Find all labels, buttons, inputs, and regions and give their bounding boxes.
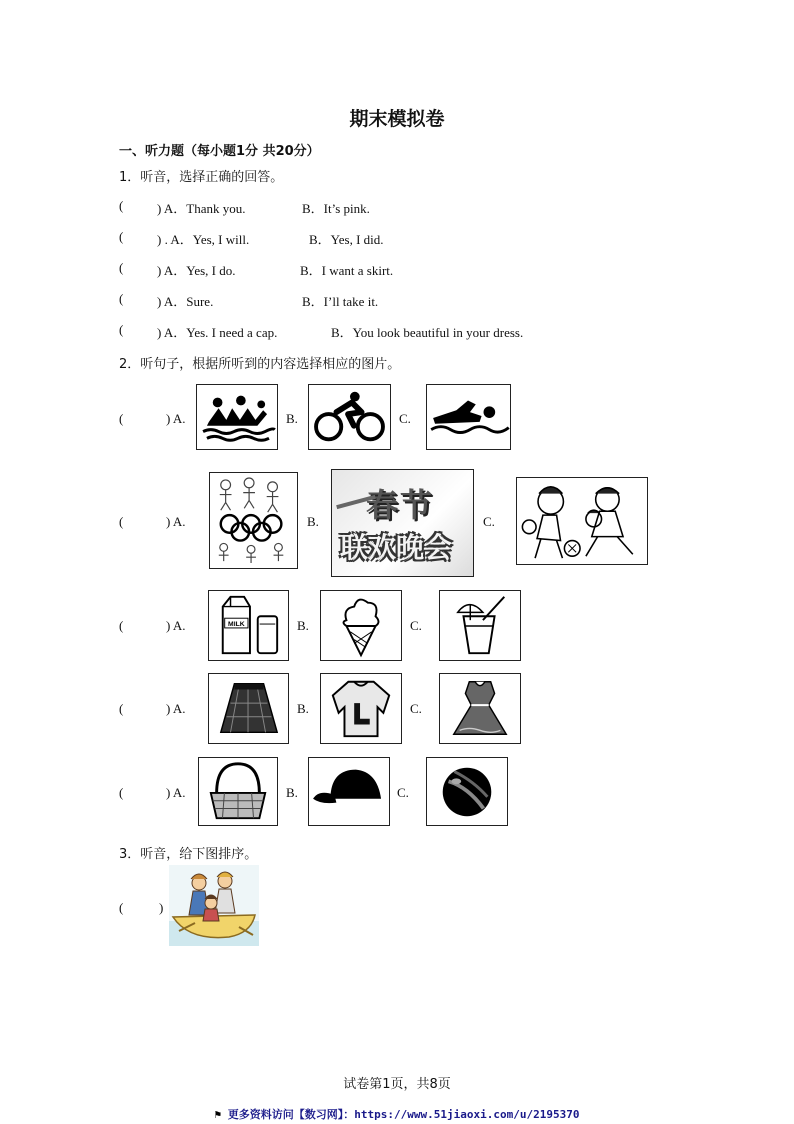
kids-football-icon[interactable]	[516, 477, 648, 565]
olympics-icon[interactable]	[209, 472, 298, 569]
option-b: B．I want a skirt.	[300, 263, 394, 278]
answer-paren[interactable]: (	[119, 785, 124, 800]
part3-heading: 3．听音，给下图排序。	[119, 847, 258, 862]
sweater-icon[interactable]	[320, 673, 402, 744]
part2-heading: 2．听句子，根据所听到的内容选择相应的图片。	[119, 357, 401, 372]
question-row	[119, 260, 394, 278]
option-b-label: B.	[307, 514, 319, 529]
option-a: ) A．Yes, I do.	[157, 263, 236, 278]
swimming-icon[interactable]	[426, 384, 511, 450]
option-a: ) A．Sure.	[157, 294, 214, 309]
question-row	[119, 322, 524, 340]
answer-paren[interactable]: (	[119, 514, 124, 529]
answer-bracket[interactable]: (	[119, 260, 124, 275]
dress-icon[interactable]	[439, 673, 521, 744]
option-a: ) . A．Yes, I will.	[157, 232, 250, 247]
answer-bracket[interactable]: (	[119, 229, 124, 244]
answer-paren-close: )	[159, 900, 164, 915]
milk-label: MILK	[228, 620, 245, 628]
option-c-label: C.	[399, 411, 411, 426]
section-heading: 一、听力题（每小题1分 共20分）	[119, 144, 320, 159]
skirt-icon[interactable]	[208, 673, 289, 744]
cap-icon[interactable]	[308, 757, 390, 826]
ice-cream-icon[interactable]	[320, 590, 402, 661]
option-a: ) A．Yes. I need a cap.	[157, 325, 278, 340]
answer-bracket[interactable]: (	[119, 322, 124, 337]
answer-paren[interactable]: (	[119, 701, 124, 716]
answer-paren[interactable]: (	[119, 618, 124, 633]
answer-paren[interactable]: (	[119, 411, 124, 426]
answer-bracket[interactable]: (	[119, 291, 124, 306]
ball-icon[interactable]	[426, 757, 508, 826]
option-b: B．You look beautiful in your dress.	[331, 325, 524, 340]
basket-icon[interactable]	[198, 757, 278, 826]
spring-festival-gala-icon[interactable]	[331, 469, 474, 577]
page-footer: 试卷第1页，共8页	[343, 1077, 451, 1092]
question-row	[119, 229, 384, 247]
cycling-icon[interactable]	[308, 384, 391, 450]
gala-title-1: 春节	[366, 486, 435, 524]
option-b: B．Yes, I did.	[309, 232, 384, 247]
boat-family-icon[interactable]	[169, 865, 259, 946]
question-row	[119, 198, 370, 216]
option-c-label: C.	[483, 514, 495, 529]
milk-icon[interactable]	[208, 590, 289, 661]
option-a-label: ) A.	[166, 514, 186, 529]
rowing-icon[interactable]	[196, 384, 278, 450]
option-b-label: B.	[297, 618, 309, 633]
option-b: B．It’s pink.	[302, 201, 370, 216]
option-a-label: ) A.	[166, 701, 186, 716]
option-a-label: ) A.	[166, 411, 186, 426]
page-title: 期末模拟卷	[349, 108, 445, 130]
option-c-label: C.	[410, 618, 422, 633]
option-b: B．I’ll take it.	[302, 294, 379, 309]
option-b-label: B.	[286, 411, 298, 426]
option-b-label: B.	[297, 701, 309, 716]
resource-link[interactable]	[0, 1106, 794, 1122]
answer-bracket[interactable]: (	[119, 198, 124, 213]
option-c-label: C.	[397, 785, 409, 800]
option-a-label: ) A.	[166, 785, 186, 800]
option-b-label: B.	[286, 785, 298, 800]
part1-heading: 1．听音，选择正确的回答。	[119, 170, 284, 185]
option-a-label: ) A.	[166, 618, 186, 633]
answer-paren[interactable]: (	[119, 900, 124, 915]
flag-icon: ⚑	[214, 1108, 228, 1121]
question-row	[119, 291, 379, 309]
resource-link-text[interactable]: 更多资料访问【数习网】：https://www.51jiaoxi.com/u/2195370	[227, 1108, 580, 1121]
gala-title-2: 联欢晚会	[340, 531, 453, 564]
juice-icon[interactable]	[439, 590, 521, 661]
option-a: ) A．Thank you.	[157, 201, 246, 216]
option-c-label: C.	[410, 701, 422, 716]
